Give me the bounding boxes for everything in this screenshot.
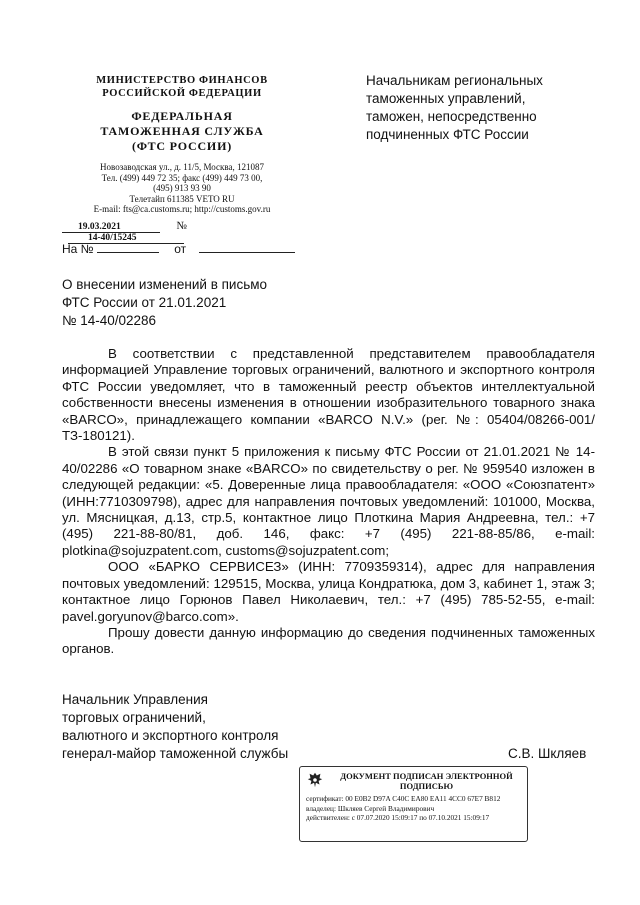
service-line-2: ТАМОЖЕННАЯ СЛУЖБА (100, 124, 264, 138)
body-paragraph-2: В этой связи пункт 5 приложения к письму ФТС России от 21.01.2021 № 14-40/02286 «О товарном знаке «BARCO» по свидетельству о рег. № 959540 изложен в следующей редакции: «5. Доверенные лица правообладателя: «ООО «Союзпатент» (ИНН:7710309798), адрес для направления почтовых уведомлений: 101000, Москва, ул. Мясницкая, д.13, стр.5, контактное лицо Плоткина Мария Андреевна, тел.: +7 (495) 221-88-80/81, доб. 146, факс: +7 (495) 221-88-85/86, e-mail: plotkina@sojuzpatent.com, customs@sojuzpatent.com; (62, 444, 595, 558)
signatory-position (62, 691, 322, 763)
validity-value: с 07.07.2020 15:09:17 по 07.10.2021 15:09:17 (351, 813, 490, 822)
address-line-5: E-mail: fts@ca.customs.ru; http://customs.gov.ru (93, 204, 271, 214)
outgoing-date: 19.03.2021 (62, 222, 160, 233)
position-line-2: торговых ограничений, (62, 710, 206, 725)
letter-body (62, 346, 595, 658)
position-line-1: Начальник Управления (62, 692, 208, 707)
certificate-label: сертификат: (306, 794, 344, 803)
reference-label: На № (62, 242, 94, 256)
reference-date-blank (199, 240, 295, 253)
ministry-line-1: МИНИСТЕРСТВО ФИНАНСОВ (96, 75, 268, 86)
address-line-1: Новозаводская ул., д. 11/5, Москва, 121087 (100, 162, 264, 172)
subject-line-3: № 14-40/02286 (62, 313, 157, 328)
service-line-1: ФЕДЕРАЛЬНАЯ (131, 109, 233, 123)
number-sign: № (176, 220, 187, 232)
outgoing-number: 14-40/15245 (68, 233, 184, 244)
address-line-4: Телетайп 611385 VETO RU (129, 193, 235, 204)
signatory-name: С.В. Шкляев (508, 746, 587, 761)
subject (62, 276, 362, 330)
address-line-3: (495) 913 93 90 (153, 183, 211, 193)
stamp-certificate (306, 794, 523, 804)
subject-line-1: О внесении изменений в письмо (62, 277, 268, 292)
service-line-3: (ФТС РОССИИ) (131, 139, 232, 153)
letterhead (62, 74, 302, 215)
position-line-3: валютного и экспортного контроля (62, 728, 279, 743)
owner-value: Шкляев Сергей Владимирович (337, 803, 435, 813)
owner-label: владелец: (306, 803, 336, 813)
address-line-2: Тел. (499) 449 72 35; факс (499) 449 73 00, (101, 172, 263, 183)
addressee-line-4: подчиненных ФТС России (366, 127, 529, 142)
subject-line-2: ФТС России от 21.01.2021 (62, 295, 227, 310)
addressee-line-2: таможенных управлений, (366, 91, 526, 106)
stamp-validity (306, 813, 523, 823)
position-line-4: генерал-майор таможенной службы (62, 746, 289, 761)
ministry-line-2: РОССИЙСКОЙ ФЕДЕРАЦИИ (102, 88, 262, 99)
addressee-line-1: Начальникам региональных (366, 73, 543, 88)
certificate-value: 00 E0B2 D97A C40C EA80 EA11 4CC0 67E7 B812 (345, 794, 501, 803)
reference-from-label: от (174, 242, 187, 256)
addressee-line-3: таможен, непосредственно (366, 109, 537, 124)
reference-number-blank (97, 240, 159, 253)
body-paragraph-4: Прошу довести данную информацию до сведения подчиненных таможенных органов. (62, 624, 595, 657)
eagle-emblem-icon (306, 771, 324, 789)
electronic-signature-stamp (299, 766, 528, 842)
stamp-owner (306, 804, 523, 814)
reference-row (62, 240, 302, 256)
body-paragraph-3: ООО «БАРКО СЕРВИСЕЗ» (ИНН: 7709359314), адрес для направления почтовых уведомлений: 129515, Москва, улица Кондратюка, дом 3, кабинет 1, этаж 3; контактное лицо Горюнов Павел Николаевич, тел.: +7 (495) 785-52-55, e-mail: pavel.goryunov@barco.com». (62, 559, 595, 624)
addressee (366, 72, 596, 144)
validity-label: действителен: (306, 813, 350, 822)
body-paragraph-1: В соответствии с представленной представителем правообладателя информацией Управление торговых ограничений, валютного и экспортного контроля ФТС России уведомляет, что в таможенный реестр объектов интеллектуальной собственности внесены изменения в отношении изобразительного товарного знака «BARCO», принадлежащего компании «BARCO N.V.» (рег. №: 05404/08266-001/ТЗ-180121). (62, 346, 595, 444)
stamp-title-line-1: ДОКУМЕНТ ПОДПИСАН ЭЛЕКТРОННОЙ (340, 771, 513, 781)
stamp-title-line-2: ПОДПИСЬЮ (399, 781, 454, 791)
